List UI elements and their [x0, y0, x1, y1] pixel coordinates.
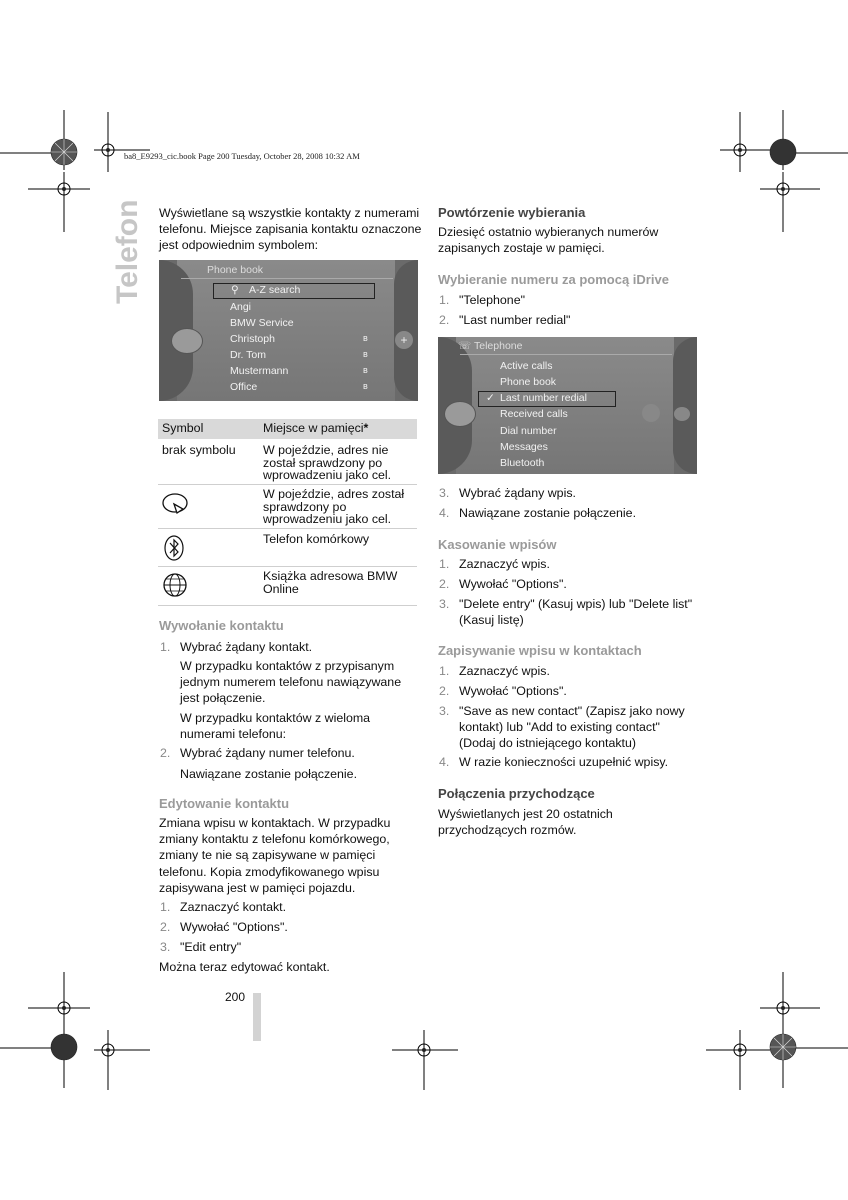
step-2: 2. Wywołać "Options". — [439, 577, 567, 591]
step-1: 1. Zaznaczyć wpis. — [439, 664, 550, 678]
plus-icon: + — [395, 331, 413, 349]
table-col-memory: Miejsce w pamięci* — [263, 421, 369, 435]
step-2: 2. "Last number redial" — [439, 313, 571, 327]
step-2: 2. Wywołać "Options". — [160, 920, 288, 934]
step-1: 1. "Telephone" — [439, 293, 525, 307]
table-row-text: W pojeździe, adres został sprawdzony po wprowadzeniu jako cel. — [263, 487, 405, 526]
step-3: 3. "Edit entry" — [160, 940, 242, 954]
section-heading: Kasowanie wpisów — [438, 537, 557, 552]
intro-paragraph: Wyświetlane są wszystkie kontakty z numerami telefonu. Miejsce zapisania kontaktu oznaczone jest odpowiednim symbolem: — [159, 206, 422, 253]
phone-icon: ☏ — [458, 340, 472, 352]
menu-item-mustermann[interactable]: Mustermann — [230, 365, 289, 377]
page-number: 200 — [225, 990, 246, 1004]
section-heading: Edytowanie kontaktu — [159, 796, 290, 811]
menu-item-bluetooth[interactable]: Bluetooth — [500, 457, 545, 469]
menu-item-christoph[interactable]: Christoph — [230, 333, 275, 345]
paragraph: W przypadku kontaktów z wieloma numerami telefonu: — [180, 711, 371, 742]
step-1: 1. Zaznaczyć kontakt. — [160, 900, 287, 914]
paragraph: W przypadku kontaktów z przypisanym jednym numerem telefonu nawiązywane jest połączenie. — [180, 659, 402, 706]
options-icon — [674, 407, 690, 421]
section-heading: Wybieranie numeru za pomocą iDrive — [438, 272, 669, 287]
step-3: 3. "Delete entry" (Kasuj wpis) lub "Delete list" (Kasuj listę) — [439, 597, 693, 628]
menu-item-messages[interactable]: Messages — [500, 441, 548, 453]
menu-item-az-search[interactable]: A-Z search — [249, 284, 301, 296]
paragraph: Zmiana wpisu w kontaktach. W przypadku zmiany kontaktu z telefonu komórkowego, zmiany te nie są zapisywane w pamięci telefonu. Kopia zmodyfikowanego wpisu zapisywana jest w pamięci pojazdu. — [159, 816, 391, 895]
bluetooth-icon: ʙ — [363, 381, 368, 391]
svg-text:Telefon: Telefon — [111, 200, 144, 304]
section-heading: Zapisywanie wpisu w kontaktach — [438, 643, 642, 658]
menu-item-bmw-service[interactable]: BMW Service — [230, 317, 294, 329]
search-icon: ⚲ — [231, 284, 239, 296]
section-heading: Wywołanie kontaktu — [159, 618, 284, 633]
phonebook-title: Phone book — [207, 264, 264, 276]
paragraph: Dziesięć ostatnio wybieranych numerów zapisanych zostaje w pamięci. — [438, 225, 659, 256]
print-info-line: ba8_E9293_cic.book Page 200 Tuesday, October 28, 2008 10:32 AM — [124, 151, 360, 161]
table-row-text: Książka adresowa BMW Online — [263, 569, 398, 596]
menu-item-phone-book[interactable]: Phone book — [500, 376, 557, 388]
step-3: 3. Wybrać żądany wpis. — [439, 486, 576, 500]
phonebook-screenshot — [159, 260, 418, 401]
controller-knob-icon — [171, 328, 203, 354]
bluetooth-icon: ʙ — [363, 333, 368, 343]
menu-item-received-calls[interactable]: Received calls — [500, 408, 568, 420]
vehicle-nav-icon — [161, 491, 191, 519]
controller-knob-icon — [444, 401, 476, 427]
step-2: 2. Wywołać "Options". — [439, 684, 567, 698]
step-1: 1. Zaznaczyć wpis. — [439, 557, 550, 571]
menu-item-angi[interactable]: Angi — [230, 301, 252, 313]
step-4: 4. W razie konieczności uzupełnić wpisy. — [439, 755, 669, 769]
paragraph: Wyświetlanych jest 20 ostatnich przychodzących rozmów. — [438, 807, 613, 838]
table-row-no-symbol: brak symbolu — [162, 443, 236, 457]
section-heading: Połączenia przychodzące — [438, 786, 595, 801]
globe-icon — [162, 571, 190, 601]
menu-item-dial-number[interactable]: Dial number — [500, 425, 557, 437]
menu-item-dr-tom[interactable]: Dr. Tom — [230, 349, 266, 361]
bluetooth-icon: ʙ — [363, 349, 368, 359]
bluetooth-icon — [163, 534, 187, 564]
menu-item-active-calls[interactable]: Active calls — [500, 360, 553, 372]
step-4: 4. Nawiązane zostanie połączenie. — [439, 506, 637, 520]
section-heading: Powtórzenie wybierania — [438, 205, 586, 220]
paragraph: Można teraz edytować kontakt. — [159, 960, 330, 974]
table-col-symbol: Symbol — [162, 421, 204, 435]
menu-item-last-number-redial[interactable]: Last number redial — [500, 392, 587, 404]
checkmark-icon: ✓ — [486, 392, 495, 404]
table-row-text: Telefon komórkowy — [263, 532, 370, 546]
bluetooth-icon: ʙ — [363, 365, 368, 375]
telephone-title: Telephone — [474, 340, 523, 352]
settings-icon — [642, 404, 660, 422]
paragraph: Nawiązane zostanie połączenie. — [180, 767, 358, 781]
step-1: 1. Wybrać żądany kontakt. — [160, 640, 313, 654]
step-2: 2. Wybrać żądany numer telefonu. — [160, 746, 355, 760]
page-number-bar — [253, 993, 261, 1041]
step-3: 3. "Save as new contact" (Zapisz jako nowy kontakt) lub "Add to existing contact" (Dodaj do istniejącego kontaktu) — [439, 704, 685, 751]
menu-item-office[interactable]: Office — [230, 381, 258, 393]
table-row-text: W pojeździe, adres nie został sprawdzony po wprowadzeniu jako cel. — [263, 443, 392, 482]
side-tab-label — [95, 200, 155, 320]
telephone-screenshot — [438, 337, 697, 474]
